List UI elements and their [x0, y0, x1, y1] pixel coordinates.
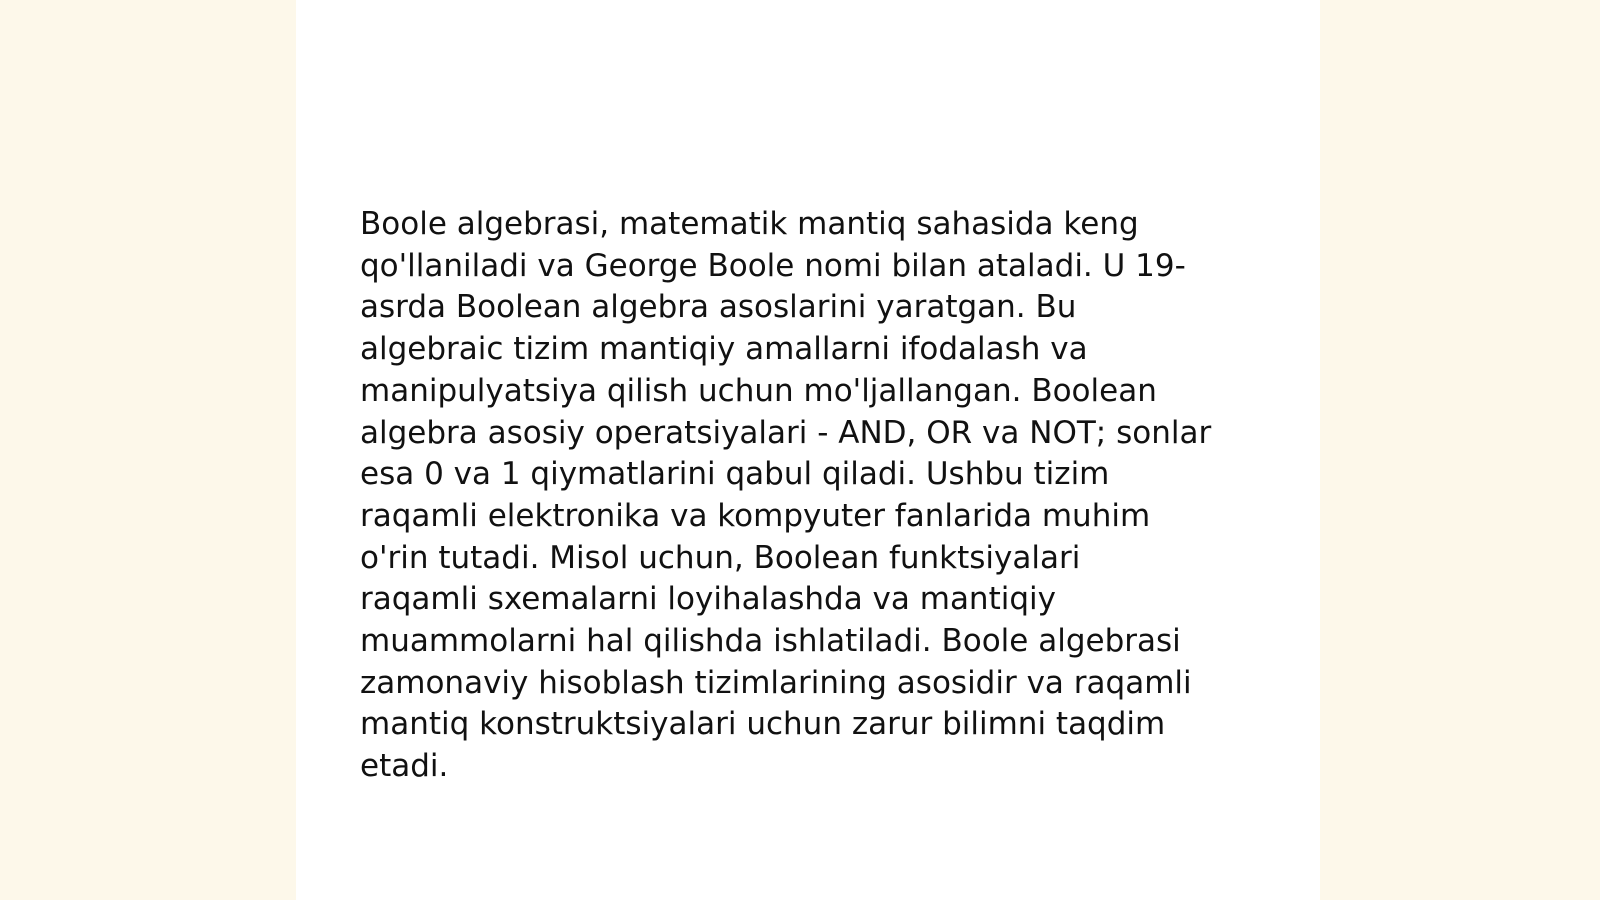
- body-paragraph: Boole algebrasi, matematik mantiq sahasida keng qo'llaniladi va George Boole nomi bilan ataladi. U 19- asrda Boolean algebra asoslarini yaratgan. Bu algebraic tizim mantiqiy amallarni ifodalash va manipulyatsiya qilish uchun mo'ljallangan. Boolean algebra asosiy operatsiyalari - AND, OR va NOT; sonlar esa 0 va 1 qiymatlarini qabul qiladi. Ushbu tizim raqamli elektronika va kompyuter fanlarida muhim o'rin tutadi. Misol uchun, Boolean funktsiyalari raqamli sxemalarni loyihalashda va mantiqiy muammolarni hal qilishda ishlatiladi. Boole algebrasi zamonaviy hisoblash tizimlarining asosidir va raqamli mantiq konstruktsiyalari uchun zarur bilimni taqdim etadi.: [360, 206, 1212, 785]
- document-page: [296, 0, 1320, 900]
